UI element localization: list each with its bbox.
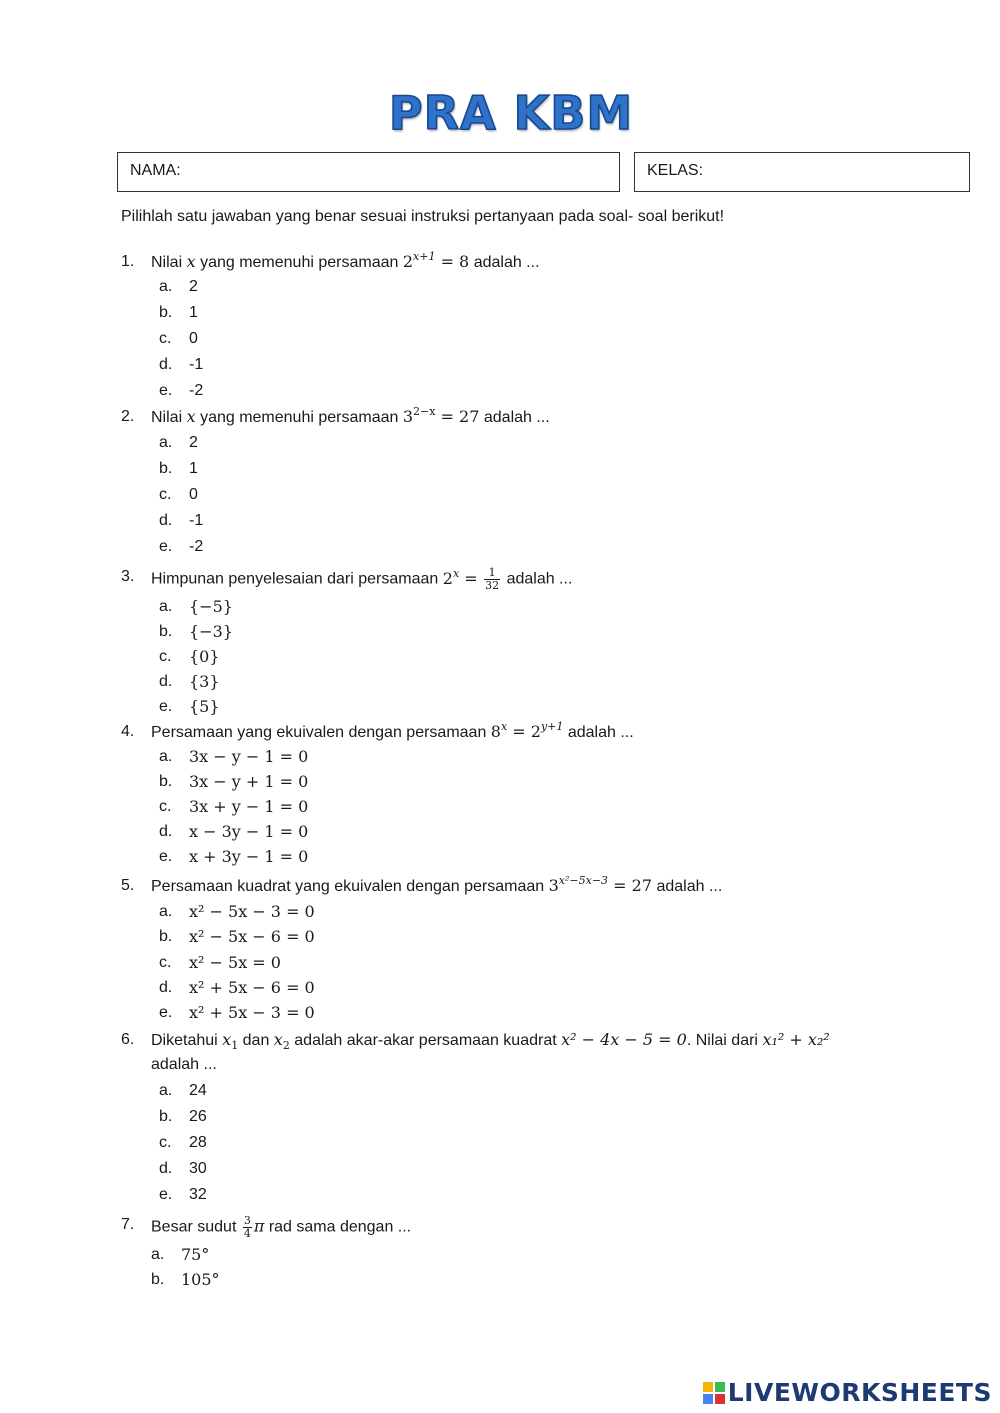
fraction: $\frac{3}{4}$	[243, 1214, 251, 1240]
question-number: 4.	[121, 723, 135, 740]
class-field[interactable]	[634, 152, 970, 192]
question-text: Besar sudut $\frac{3}{4}$ π rad sama dengan ...	[151, 1214, 412, 1240]
question-text: Himpunan penyelesaian dari persamaan 2$^x$ = $\frac{1}{32}$ adalah ...	[151, 566, 573, 592]
question-number: 6.	[121, 1031, 135, 1048]
liveworksheets-logo	[703, 1378, 992, 1407]
name-label: NAMA:	[130, 162, 181, 179]
brand-text: LIVEWORKSHEETS	[727, 1378, 992, 1407]
instructions: Pilihlah satu jawaban yang benar sesuai instruksi pertanyaan pada soal- soal berikut!	[121, 208, 725, 225]
question-text: Nilai x yang memenuhi persamaan $3^{2-x} = 27$ adalah ...	[151, 405, 550, 426]
question-text: Persamaan yang ekuivalen dengan persamaan $8^x = 2^{y+1}$ adalah ...	[151, 720, 634, 741]
liveworksheets-logo-icon	[703, 1382, 725, 1404]
question-text: Persamaan kuadrat yang ekuivalen dengan persamaan $3^{x^2-5x-3} = 27$ adalah ...	[151, 874, 723, 895]
question-number: 1.	[121, 253, 135, 270]
page-title: PRA KBM	[388, 86, 634, 140]
question-text: Nilai x yang memenuhi persamaan $2^{x+1} = 8$ adalah ...	[151, 250, 540, 271]
question-number: 5.	[121, 877, 135, 894]
fraction: $\frac{1}{32}$	[485, 566, 500, 592]
question-text: Diketahui $x_1$ dan $x_2$ adalah akar-akar persamaan kuadrat x² − 4x − 5 = 0. Nilai dari x₁² + x₂²	[151, 1030, 830, 1052]
name-field[interactable]	[117, 152, 620, 192]
question-number: 2.	[121, 408, 135, 425]
question-number: 3.	[121, 568, 135, 585]
question-number: 7.	[121, 1216, 135, 1233]
class-label: KELAS:	[647, 162, 704, 179]
